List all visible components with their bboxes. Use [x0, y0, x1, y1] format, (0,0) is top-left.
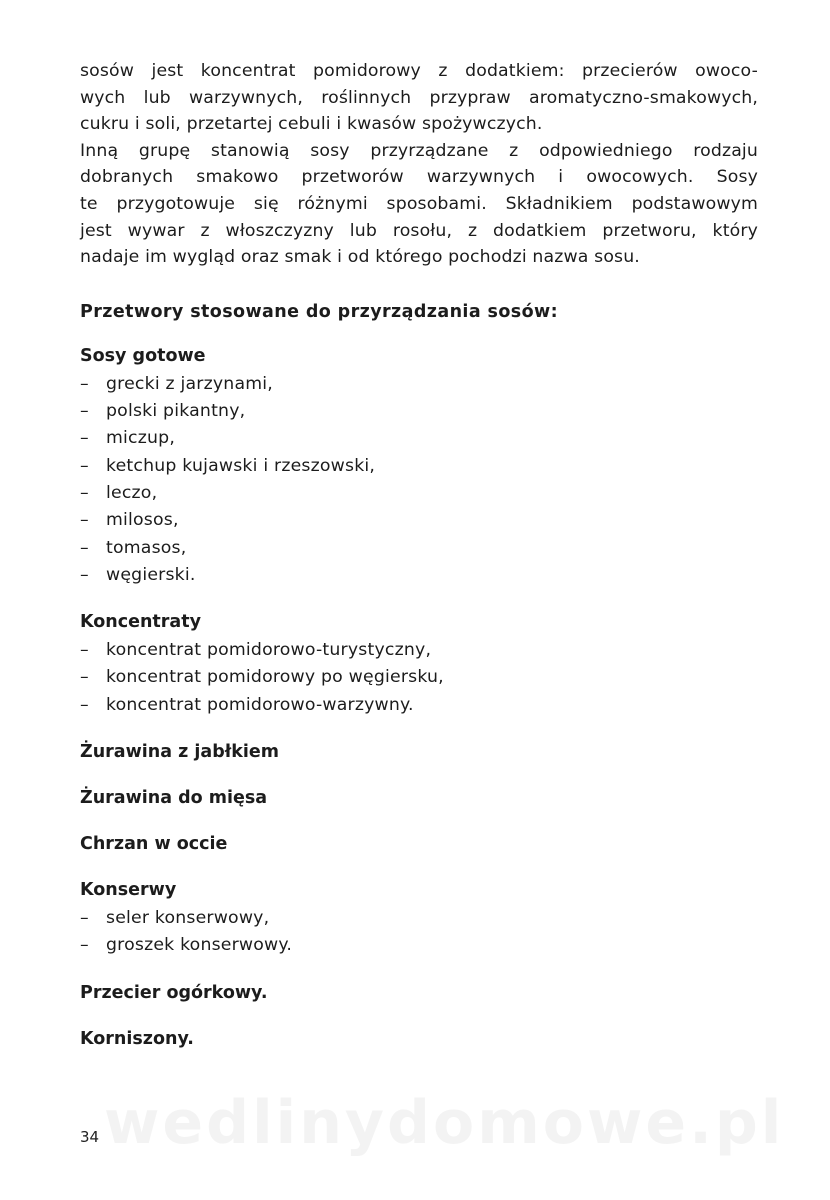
list-item-text: koncentrat pomidorowy po węgiersku, — [106, 667, 444, 688]
section-konserwy — [80, 877, 758, 960]
intro-line: nadaje im wygląd oraz smak i od którego pochodzi nazwa sosu. — [80, 247, 640, 268]
section-title: Konserwy — [80, 880, 177, 901]
main-heading: Przetwory stosowane do przyrządzania sosów: — [80, 301, 558, 322]
list-item — [80, 932, 758, 959]
dash-mark: – — [80, 428, 89, 449]
item-list — [80, 905, 758, 960]
dash-mark: – — [80, 455, 89, 476]
section-title: Żurawina z jabłkiem — [80, 742, 279, 763]
section-title: Żurawina do mięsa — [80, 788, 268, 809]
list-item — [80, 507, 758, 534]
page-content — [80, 58, 758, 1052]
dash-mark: – — [80, 694, 89, 715]
list-item-text: seler konserwowy, — [106, 908, 270, 929]
section-zurawina-z-jablkiem — [80, 739, 758, 765]
dash-mark: – — [80, 640, 89, 661]
dash-mark: – — [80, 373, 89, 394]
intro-line: te przygotowuje się różnymi sposobami. Składnikiem podstawowym — [80, 193, 758, 214]
list-item-text: koncentrat pomidorowo-turystyczny, — [106, 640, 432, 661]
dash-mark: – — [80, 401, 89, 422]
section-title: Przecier ogórkowy. — [80, 982, 268, 1003]
list-item — [80, 692, 758, 719]
dash-mark: – — [80, 935, 89, 956]
list-item-text: leczo, — [106, 482, 158, 503]
list-item-text: grecki z jarzynami, — [106, 373, 273, 394]
list-item — [80, 535, 758, 562]
list-item — [80, 371, 758, 398]
list-item — [80, 480, 758, 507]
section-title: Chrzan w occie — [80, 834, 228, 855]
section-sosy-gotowe — [80, 343, 758, 589]
list-item-text: milosos, — [106, 510, 179, 531]
dash-mark: – — [80, 482, 89, 503]
item-list — [80, 637, 758, 719]
section-title: Sosy gotowe — [80, 345, 206, 366]
dash-mark: – — [80, 564, 89, 585]
list-item — [80, 398, 758, 425]
list-item — [80, 562, 758, 589]
list-item-text: tomasos, — [106, 537, 187, 558]
list-item — [80, 425, 758, 452]
dash-mark: – — [80, 537, 89, 558]
dash-mark: – — [80, 667, 89, 688]
list-item-text: polski pikantny, — [106, 401, 246, 422]
list-item-text: groszek konserwowy. — [106, 935, 293, 956]
intro-line: wych lub warzywnych, roślinnych przypraw aromatyczno-smakowych, — [80, 87, 758, 108]
intro-line: dobranych smakowo przetworów warzywnych i owocowych. Sosy — [80, 167, 758, 188]
list-item-text: miczup, — [106, 428, 176, 449]
intro-paragraph — [80, 58, 758, 271]
intro-line: sosów jest koncentrat pomidorowy z dodatkiem: przecierów owoco- — [80, 61, 758, 81]
list-item-text: węgierski. — [106, 564, 196, 585]
section-zurawina-do-miesa — [80, 785, 758, 811]
intro-line: cukru i soli, przetartej cebuli i kwasów spożywczych. — [80, 114, 543, 135]
intro-line: jest wywar z włoszczyzny lub rosołu, z dodatkiem przetworu, który — [80, 220, 758, 241]
section-koncentraty — [80, 609, 758, 719]
list-item — [80, 637, 758, 664]
section-korniszony — [80, 1026, 758, 1052]
dash-mark: – — [80, 510, 89, 531]
intro-line: Inną grupę stanowią sosy przyrządzane z odpowiedniego rodzaju — [80, 140, 758, 161]
section-title: Koncentraty — [80, 612, 202, 633]
list-item-text: koncentrat pomidorowo-warzywny. — [106, 694, 414, 715]
section-chrzan — [80, 831, 758, 857]
list-item-text: ketchup kujawski i rzeszowski, — [106, 455, 376, 476]
page-number: 34 — [80, 1128, 100, 1146]
watermark: wedlinydomowe.pl — [104, 1088, 785, 1158]
section-title: Korniszony. — [80, 1028, 194, 1049]
list-item — [80, 664, 758, 691]
list-item — [80, 905, 758, 932]
dash-mark: – — [80, 908, 89, 929]
section-przecier — [80, 980, 758, 1006]
list-item — [80, 453, 758, 480]
item-list — [80, 371, 758, 589]
